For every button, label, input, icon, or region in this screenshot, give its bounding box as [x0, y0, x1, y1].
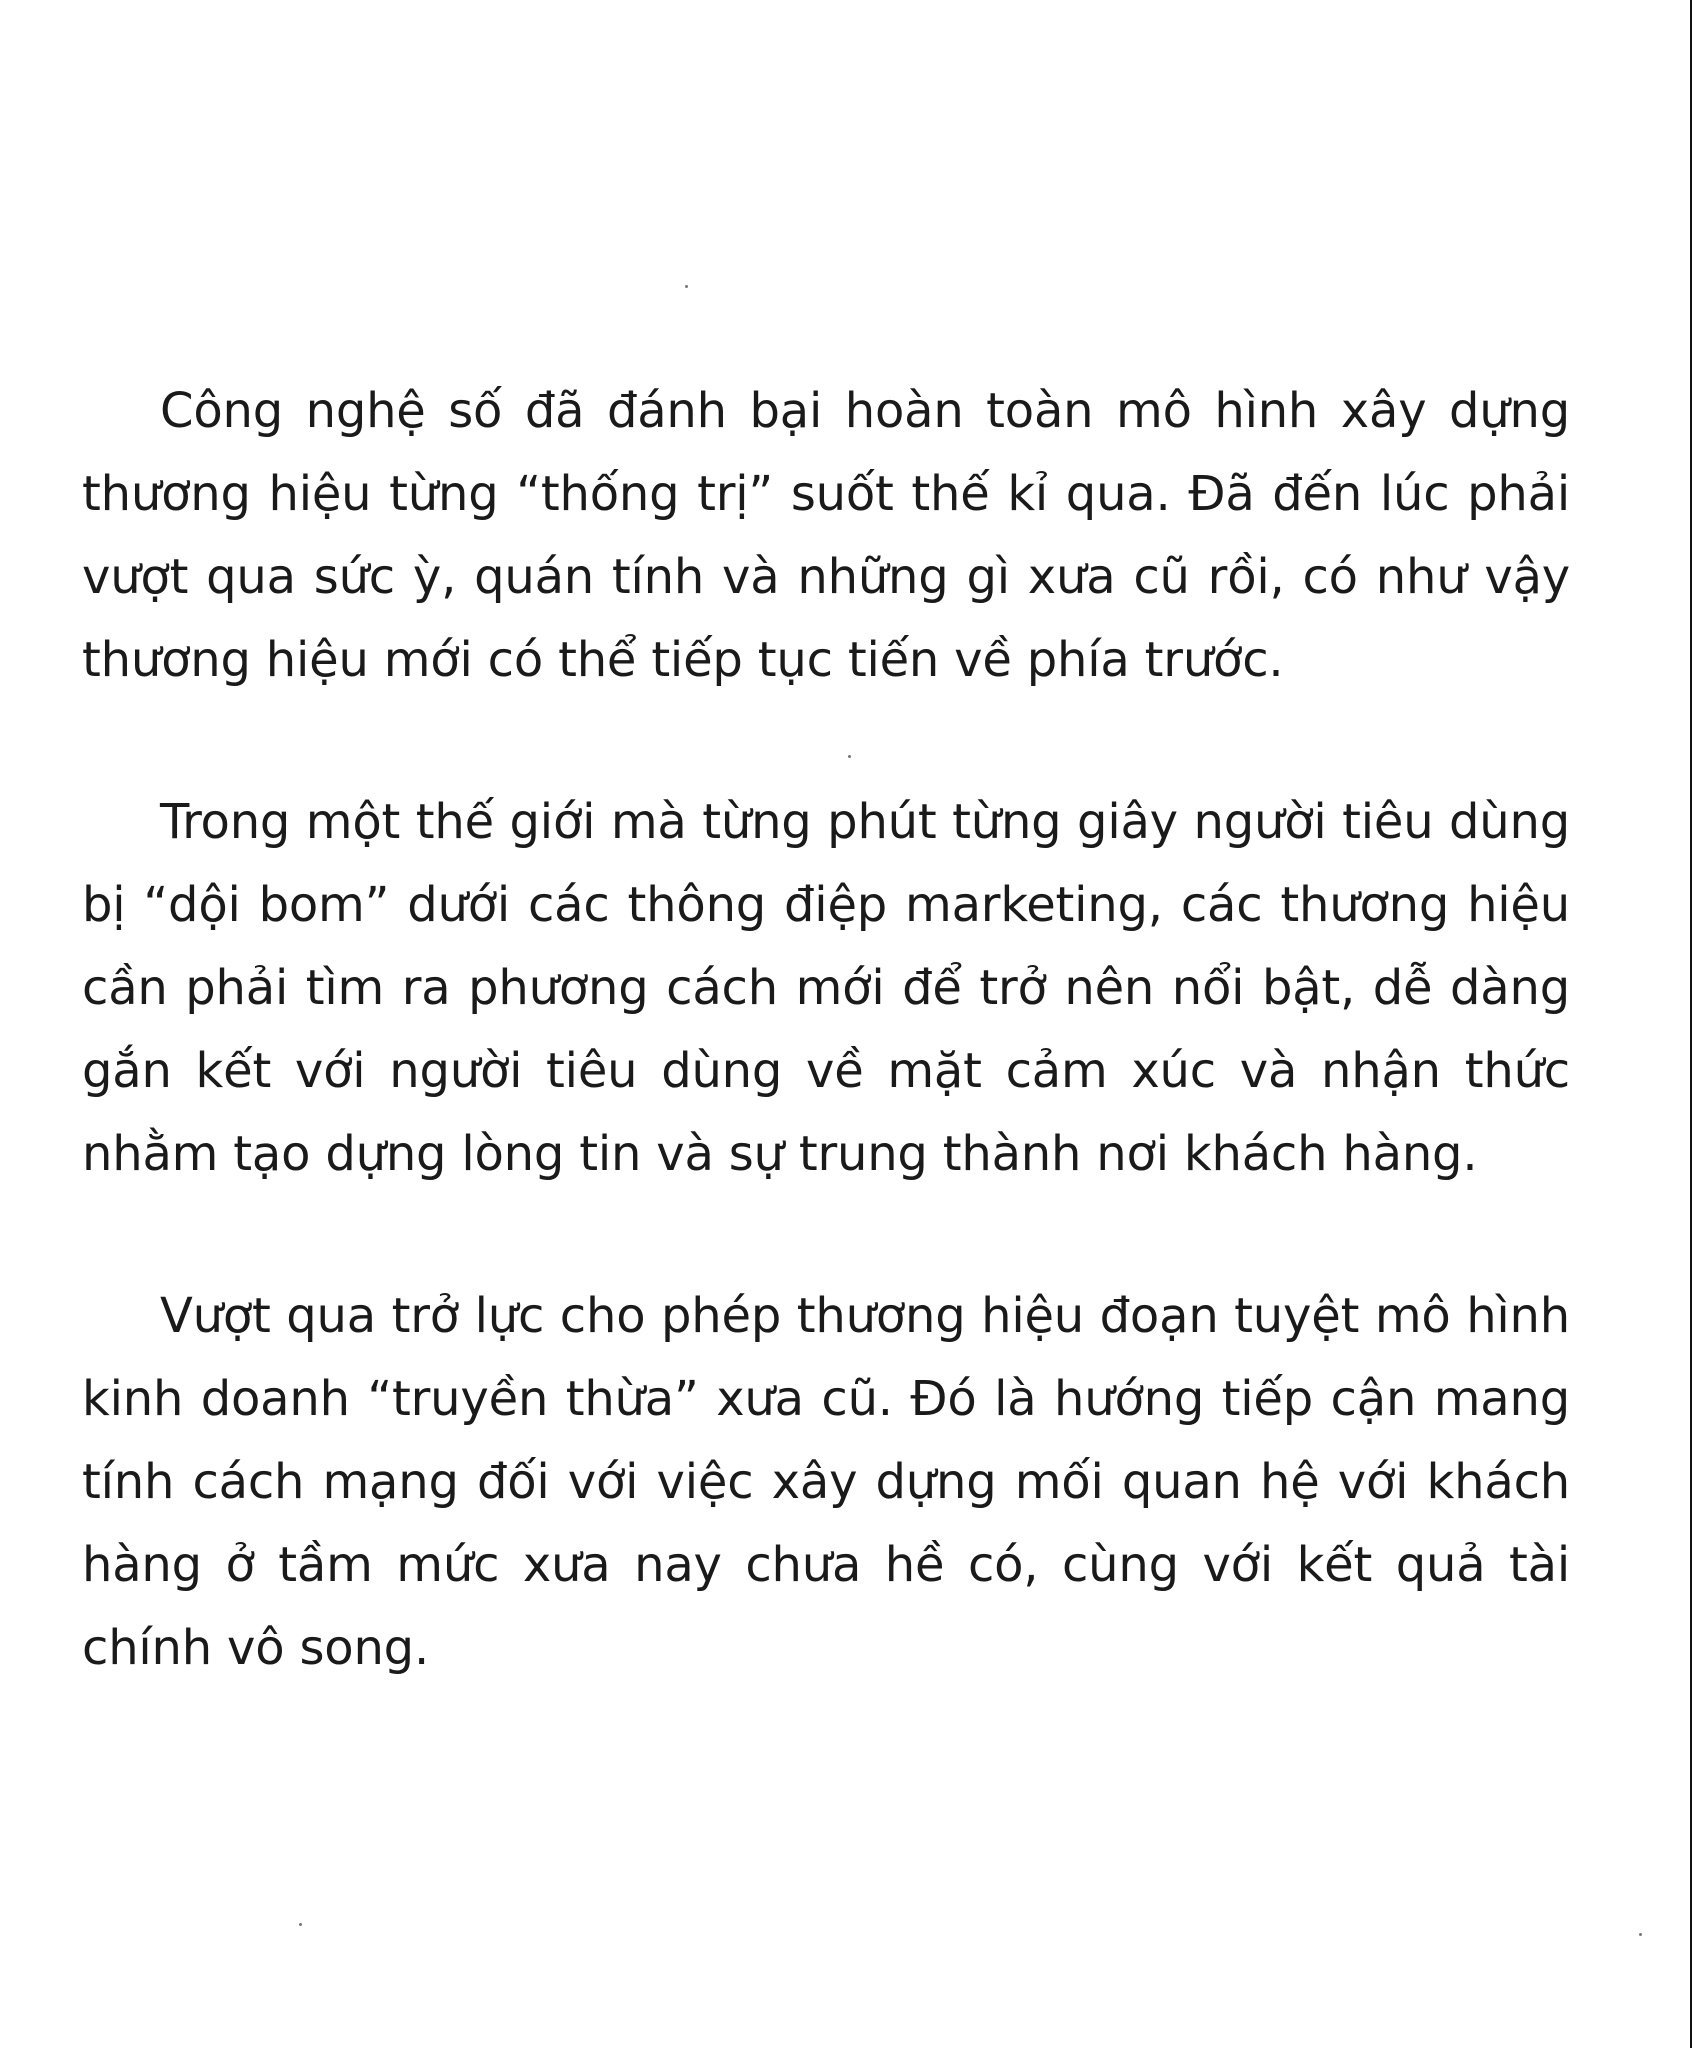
body-text	[82, 370, 1570, 1690]
paragraph-3: Vượt qua trở lực cho phép thương hiệu đoạn tuyệt mô hình kinh doanh “truyền thừa” xưa cũ. Đó là hướng tiếp cận mang tính cách mạng đối với việc xây dựng mối quan hệ với khách hàng ở tầm mức xưa nay chưa hề có, cùng với kết quả tài chính vô song.	[82, 1288, 1570, 1676]
page-edge-line	[1690, 0, 1692, 2048]
scan-speck	[685, 285, 688, 288]
paragraph-1: Công nghệ số đã đánh bại hoàn toàn mô hình xây dựng thương hiệu từng “thống trị” suốt thế kỉ qua. Đã đến lúc phải vượt qua sức ỳ, quán tính và những gì xưa cũ rồi, có như vậy thương hiệu mới có thể tiếp tục tiến về phía trước.	[82, 383, 1570, 688]
paragraph-2: Trong một thế giới mà từng phút từng giây người tiêu dùng bị “dội bom” dưới các thông điệp marketing, các thương hiệu cần phải tìm ra phương cách mới để trở nên nổi bật, dễ dàng gắn kết với người tiêu dùng về mặt cảm xúc và nhận thức nhằm tạo dựng lòng tin và sự trung thành nơi khách hàng.	[82, 794, 1570, 1182]
scan-speck	[299, 1923, 302, 1926]
scan-speck	[1639, 1933, 1642, 1936]
scan-speck	[848, 755, 851, 758]
